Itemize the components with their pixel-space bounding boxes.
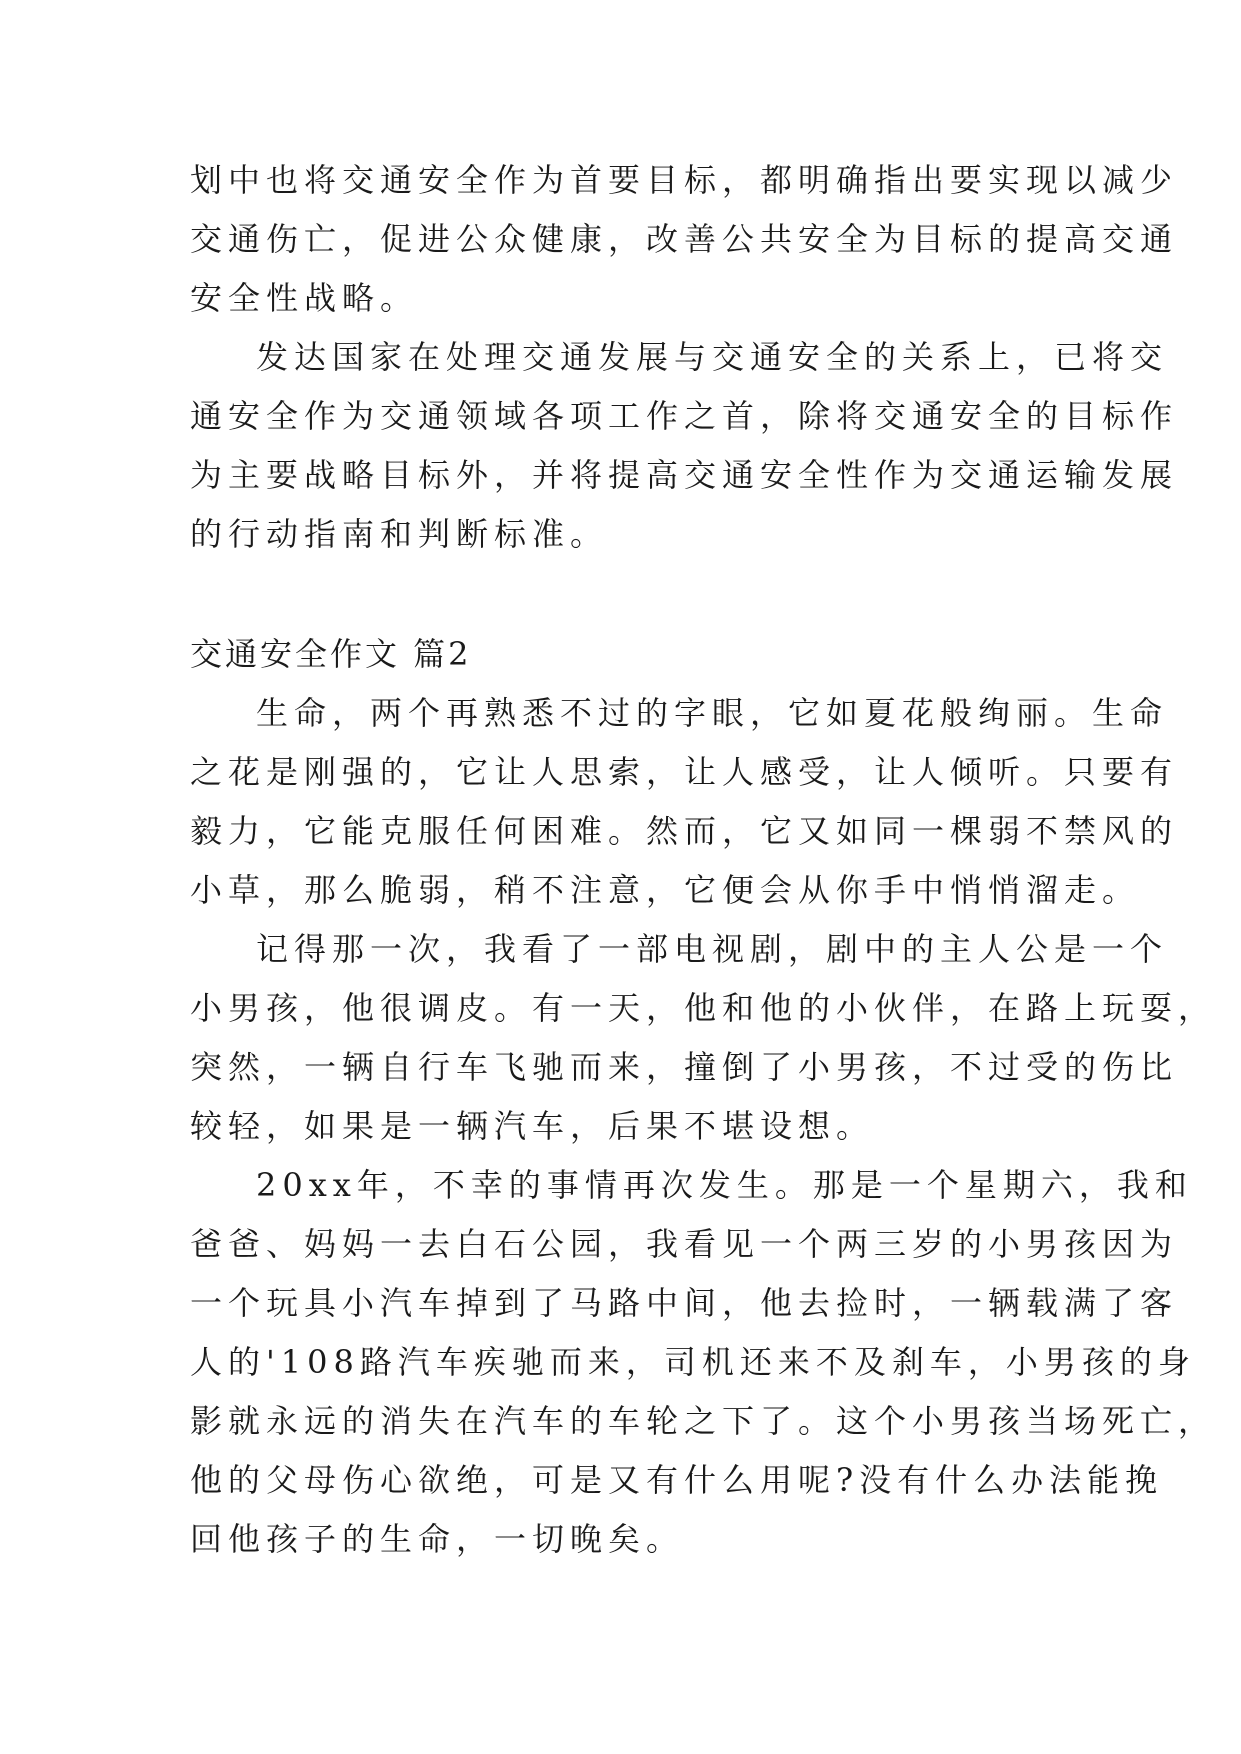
text-line: 一个玩具小汽车掉到了马路中间，他去捡时，一辆载满了客: [190, 1284, 1179, 1322]
text-line: 生命，两个再熟悉不过的字眼，它如夏花般绚丽。生命: [256, 694, 1169, 732]
text-line: 毅力，它能克服任何困难。然而，它又如同一棵弱不禁风的: [190, 812, 1179, 850]
paragraph-5: [190, 1165, 1217, 1559]
text-line: 回他孩子的生命，一切晚矣。: [190, 1520, 685, 1558]
text-line: 他的父母伤心欲绝，可是又有什么用呢?没有什么办法能挽: [190, 1461, 1164, 1499]
text-line: 小男孩，他很调皮。有一天，他和他的小伙伴，在路上玩耍，: [190, 989, 1217, 1027]
text-line: 影就永远的消失在汽车的车轮之下了。这个小男孩当场死亡，: [190, 1402, 1217, 1440]
text-line: 记得那一次，我看了一部电视剧，剧中的主人公是一个: [256, 930, 1169, 968]
paragraph-4: [190, 929, 1217, 1146]
document-page: [190, 160, 1217, 1559]
text-line: 爸爸、妈妈一去白石公园，我看见一个两三岁的小男孩因为: [190, 1225, 1179, 1263]
text-line: 发达国家在处理交通发展与交通安全的关系上，已将交: [256, 338, 1169, 376]
text-line: 较轻，如果是一辆汽车，后果不堪设想。: [190, 1107, 875, 1145]
text-line: 人的'108路汽车疾驰而来，司机还来不及刹车，小男孩的身: [190, 1343, 1196, 1381]
paragraph-1: [190, 160, 1179, 318]
text-line: 小草，那么脆弱，稍不注意，它便会从你手中悄悄溜走。: [190, 871, 1141, 909]
text-line: 突然，一辆自行车飞驰而来，撞倒了小男孩，不过受的伤比: [190, 1048, 1179, 1086]
text-line: 交通伤亡，促进公众健康，改善公共安全为目标的提高交通: [190, 220, 1179, 258]
paragraph-2: [190, 337, 1179, 554]
text-line: 之花是刚强的，它让人思索，让人感受，让人倾听。只要有: [190, 753, 1179, 791]
section-spacer: [190, 554, 1060, 634]
text-line: 安全性战略。: [190, 279, 419, 317]
text-line: 为主要战略目标外，并将提高交通安全性作为交通运输发展: [190, 456, 1179, 494]
section-heading: 交通安全作文 篇2: [190, 635, 472, 673]
paragraph-3: [190, 693, 1179, 910]
text-line: 20xx年，不幸的事情再次发生。那是一个星期六，我和: [256, 1166, 1193, 1204]
text-line: 的行动指南和判断标准。: [190, 515, 609, 553]
text-line: 通安全作为交通领域各项工作之首，除将交通安全的目标作: [190, 397, 1179, 435]
text-line: 划中也将交通安全作为首要目标，都明确指出要实现以减少: [190, 161, 1179, 199]
